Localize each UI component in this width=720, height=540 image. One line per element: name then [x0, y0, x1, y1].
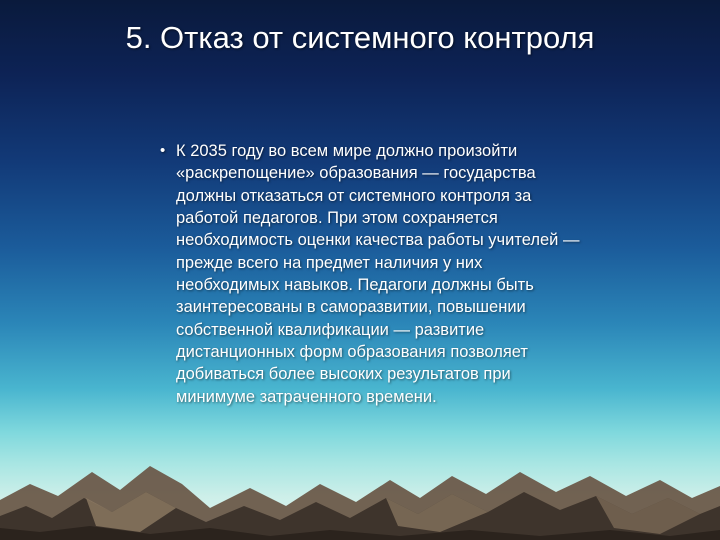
slide-title: 5. Отказ от системного контроля: [125, 20, 595, 55]
bullet-text: К 2035 году во всем мире должно произойти «раскрепощение» образования — государства должны отказаться от системного контроля за работой педагогов. При этом сохраняется необходимость оценки качества работы учителей — прежде всего на предмет наличия у них необходимых навыков. Педагоги должны быть заинтересованы в саморазвитии, повышении собственной квалификации — развитие дистанционных форм образования позволяет добиваться более высоких результатов при минимуме затраченного времени.: [176, 142, 580, 406]
bullet-marker: •: [160, 142, 166, 159]
slide-body: [160, 140, 580, 408]
list-item: [160, 140, 580, 408]
